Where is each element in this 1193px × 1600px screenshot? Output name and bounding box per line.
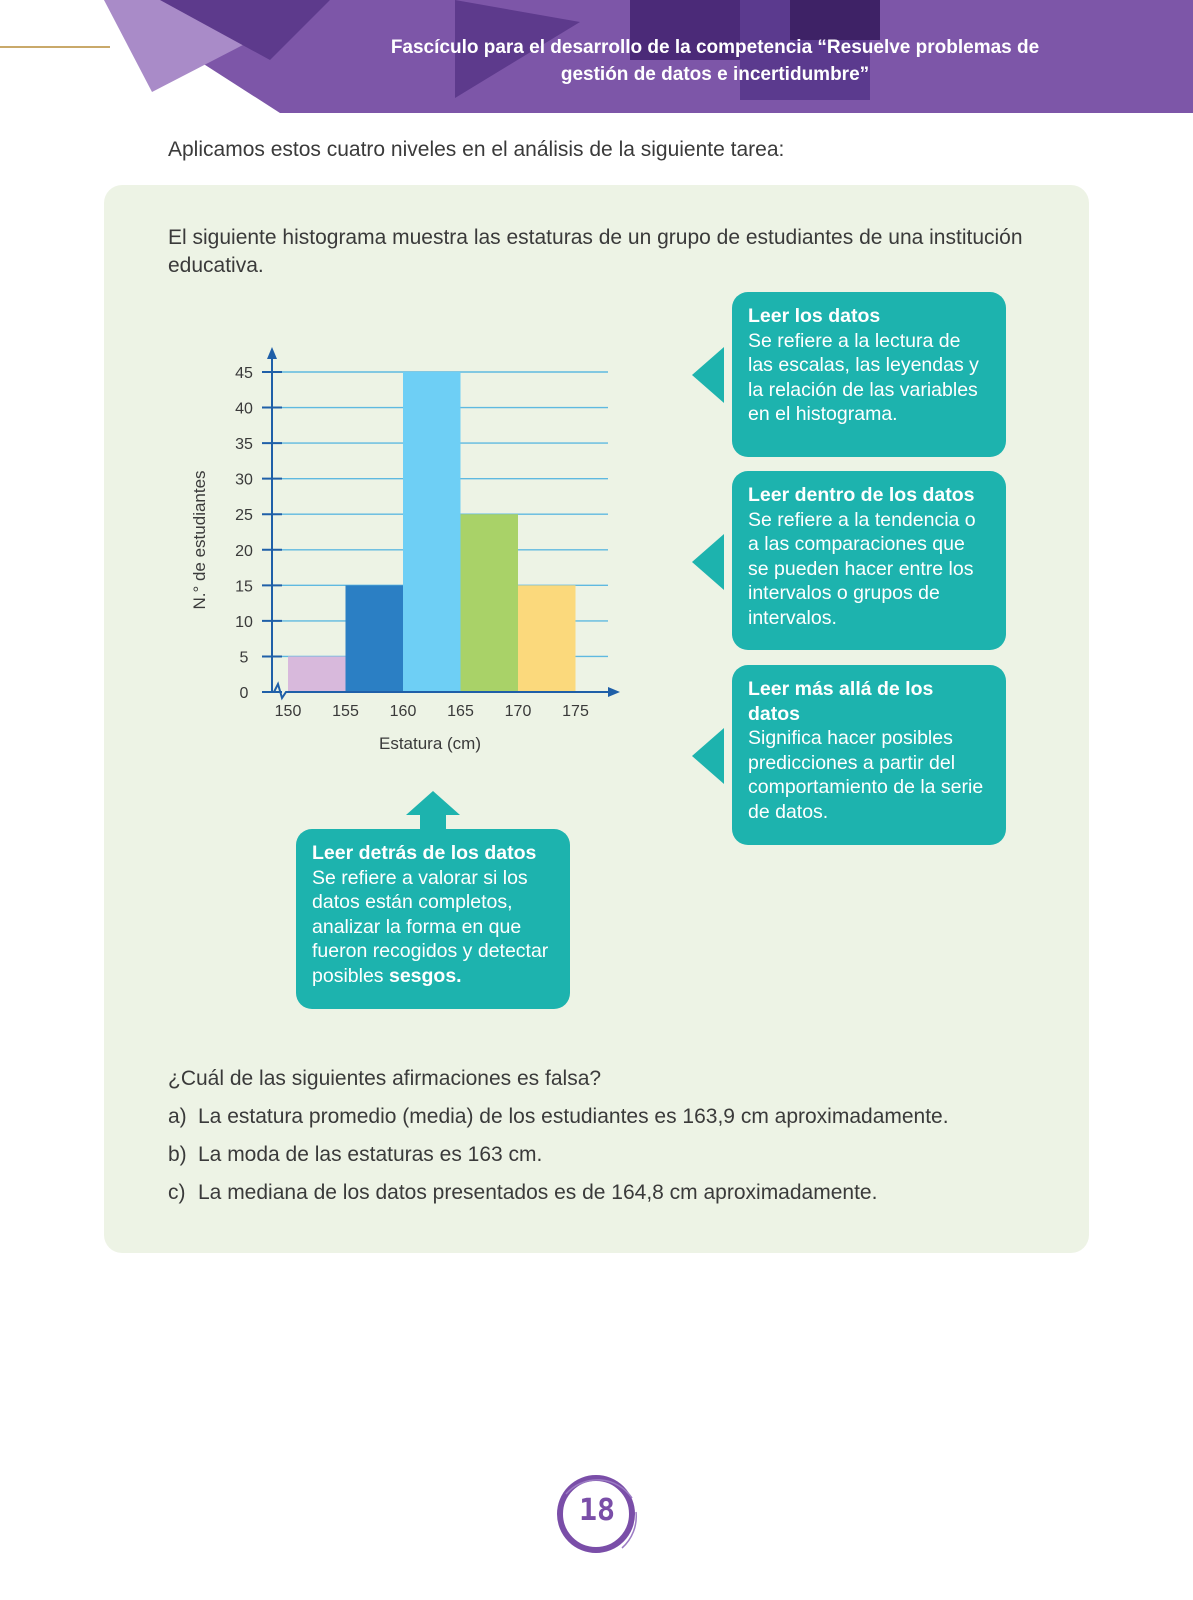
callout-dentro-title: Leer dentro de los datos: [748, 484, 975, 506]
x-tick-labels: [275, 703, 589, 720]
x-tick-label: 170: [504, 703, 532, 720]
option-a-text: La estatura promedio (media) de los estudiantes es 163,9 cm aproximadamente.: [198, 1105, 949, 1128]
y-axis-label: N.° de estudiantes: [190, 470, 209, 610]
question-text: ¿Cuál de las siguientes afirmaciones es falsa?: [168, 1067, 602, 1090]
callout-dentro-arrow-icon: [692, 534, 724, 590]
callout-detras-body: Se refiere a valorar si los datos están completos, analizar la forma en que fueron recogidos y detectar posibles: [312, 866, 549, 987]
bar-150-155: [288, 656, 346, 692]
y-tick-label: 20: [235, 542, 253, 560]
intro-text: Aplicamos estos cuatro niveles en el análisis de la siguiente tarea:: [168, 138, 785, 161]
x-tick-label: 175: [562, 703, 589, 720]
y-tick-label: 5: [239, 649, 249, 667]
option-c: [168, 1179, 877, 1207]
y-tick-label: 25: [235, 507, 253, 525]
x-tick-label: 155: [332, 703, 359, 720]
y-tick-labels: [235, 365, 253, 702]
callout-leer-arrow-icon: [692, 347, 724, 403]
y-tick-label: 30: [235, 471, 253, 489]
bar-165-170: [461, 514, 519, 692]
task-statement: El siguiente histograma muestra las estaturas de un grupo de estudiantes de una institución educativa.: [168, 226, 1023, 277]
bar-160-165: [403, 372, 461, 692]
header-title-line-2: gestión de datos e incertidumbre”: [560, 64, 870, 85]
option-a: [168, 1103, 949, 1131]
option-b-letter: b): [168, 1143, 187, 1166]
bar-155-160: [346, 585, 404, 692]
x-tick-label: 150: [274, 703, 302, 720]
y-tick-label: 10: [235, 613, 253, 631]
callout-mas-title: Leer más allá de los datos: [748, 678, 934, 725]
option-c-text: La mediana de los datos presentados es de 164,8 cm aproximadamente.: [198, 1181, 878, 1204]
x-tick-label: 165: [447, 703, 474, 720]
histogram-chart: [180, 345, 640, 765]
y-tick-label: 0: [239, 685, 249, 702]
page-number: 18: [578, 1493, 616, 1528]
header-title-line-1: Fascículo para el desarrollo de la competencia “Resuelve problemas de: [390, 37, 1040, 58]
callout-detras-title: Leer detrás de los datos: [312, 842, 537, 864]
x-axis-arrow-icon: [608, 687, 620, 697]
callout-leer-datos: [732, 292, 1006, 457]
y-tick-label: 40: [235, 400, 253, 418]
callout-mas-body: Significa hacer posibles predicciones a partir del comportamiento de la serie de datos.: [748, 727, 984, 823]
callout-leer-detras: [296, 829, 570, 1009]
y-tick-label: 35: [235, 436, 253, 454]
callout-mas-arrow-icon: [692, 728, 724, 784]
option-c-letter: c): [168, 1181, 186, 1204]
option-b-text: La moda de las estaturas es 163 cm.: [198, 1143, 543, 1166]
y-axis-arrow-icon: [267, 347, 277, 359]
header-title: [320, 34, 1110, 88]
callout-dentro-body: Se refiere a la tendencia o a las comparaciones que se pueden hacer entre los intervalos o grupos de intervalos.: [748, 508, 976, 629]
option-b: [168, 1141, 542, 1169]
option-a-letter: a): [168, 1105, 187, 1128]
bar-170-175: [518, 585, 576, 692]
callout-leer-mas-alla: [732, 665, 1006, 845]
header-accent-line: [0, 46, 110, 48]
callout-leer-body: Se refiere a la lectura de las escalas, las leyendas y la relación de las variables en el histograma.: [748, 329, 979, 425]
y-tick-label: 45: [235, 365, 253, 382]
y-tick-label: 15: [235, 578, 253, 596]
callout-leer-dentro: [732, 471, 1006, 650]
callout-leer-title: Leer los datos: [748, 305, 881, 327]
histogram-bars: [288, 372, 576, 692]
callout-detras-arrow-icon: [406, 791, 460, 831]
callout-detras-bold: sesgos.: [388, 964, 462, 987]
x-axis-label: Estatura (cm): [378, 734, 482, 753]
x-tick-label: 160: [389, 703, 417, 720]
